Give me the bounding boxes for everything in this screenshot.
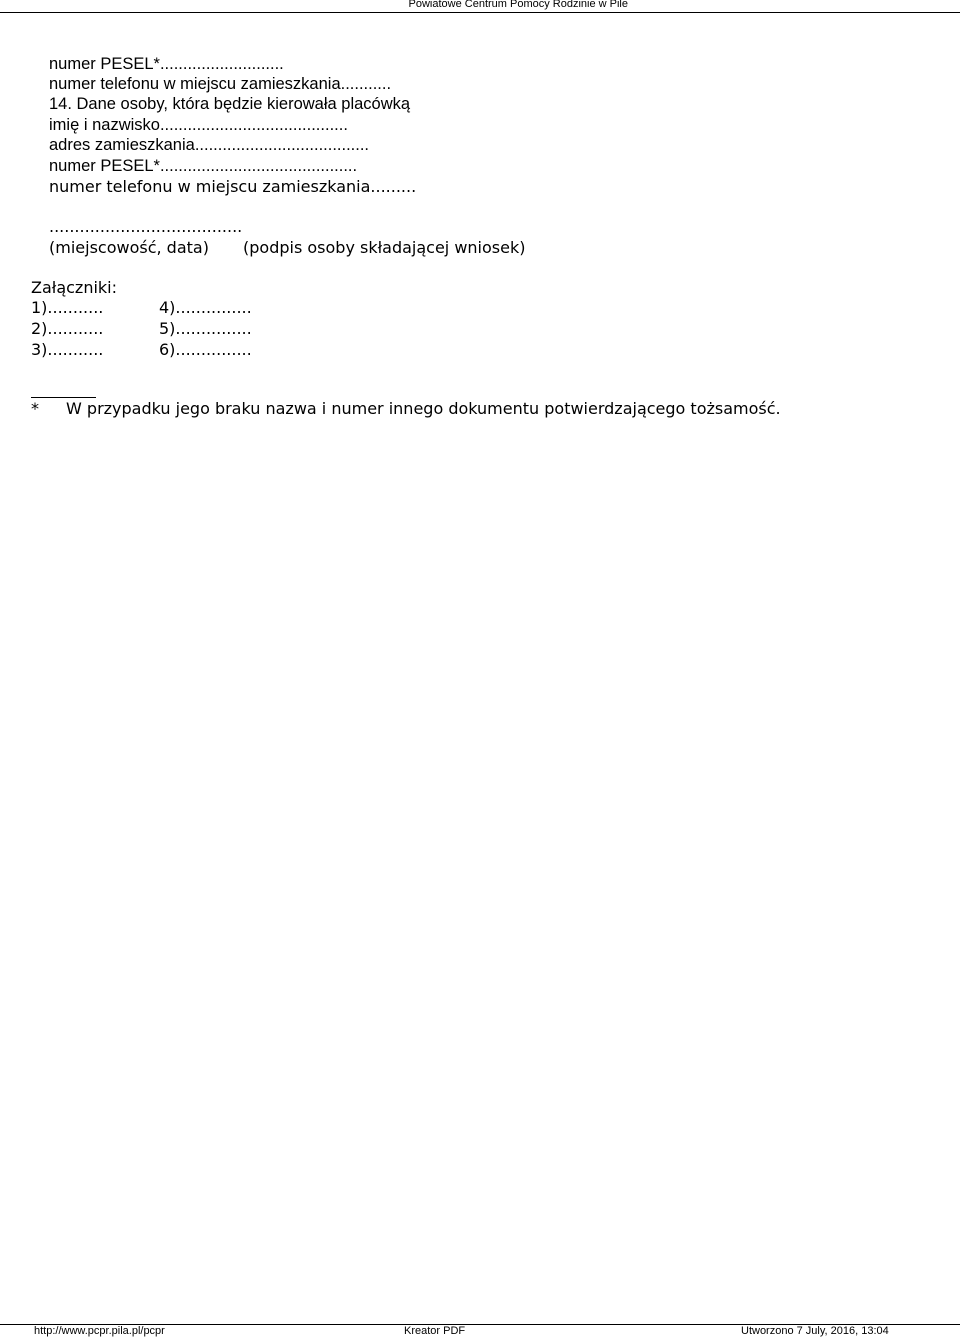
footer-url-link[interactable]: http://www.pcpr.pila.pl/pcpr <box>34 1325 165 1337</box>
section-14-heading: 14. Dane osoby, która będzie kierowała placówką <box>49 95 411 113</box>
page-footer <box>0 1324 960 1339</box>
footnote-marker: * <box>31 399 39 418</box>
signature-dots: ...................................... <box>49 217 243 236</box>
form-line-phone-2: numer telefonu w miejscu zamieszkania......... <box>49 177 417 196</box>
place-date-label: (miejscowość, data) <box>49 238 209 257</box>
attachment-5: 5)............... <box>159 319 252 338</box>
attachment-6: 6)............... <box>159 340 252 359</box>
header-title: Powiatowe Centrum Pomocy Rodzinie w Pile <box>408 0 628 10</box>
form-line-pesel: numer PESEL*........................... <box>49 55 284 73</box>
form-line-phone: numer telefonu w miejscu zamieszkania........... <box>49 75 392 93</box>
footnote-rule <box>31 397 96 398</box>
attachment-4: 4)............... <box>159 298 252 317</box>
footnote-text: W przypadku jego braku nazwa i numer innego dokumentu potwierdzającego tożsamość. <box>66 399 781 418</box>
attachments-title: Załączniki: <box>31 278 117 297</box>
form-line-address: adres zamieszkania...................................... <box>49 136 370 154</box>
signature-label: (podpis osoby składającej wniosek) <box>243 238 526 257</box>
form-line-name: imię i nazwisko......................................... <box>49 116 348 134</box>
form-line-pesel-2: numer PESEL*........................................... <box>49 157 358 175</box>
footer-creator: Kreator PDF <box>404 1325 466 1337</box>
attachment-1: 1)........... <box>31 298 104 317</box>
attachment-2: 2)........... <box>31 319 104 338</box>
attachment-3: 3)........... <box>31 340 104 359</box>
footer-created-date: Utworzono 7 July, 2016, 13:04 <box>741 1325 889 1337</box>
page-header <box>0 0 960 13</box>
